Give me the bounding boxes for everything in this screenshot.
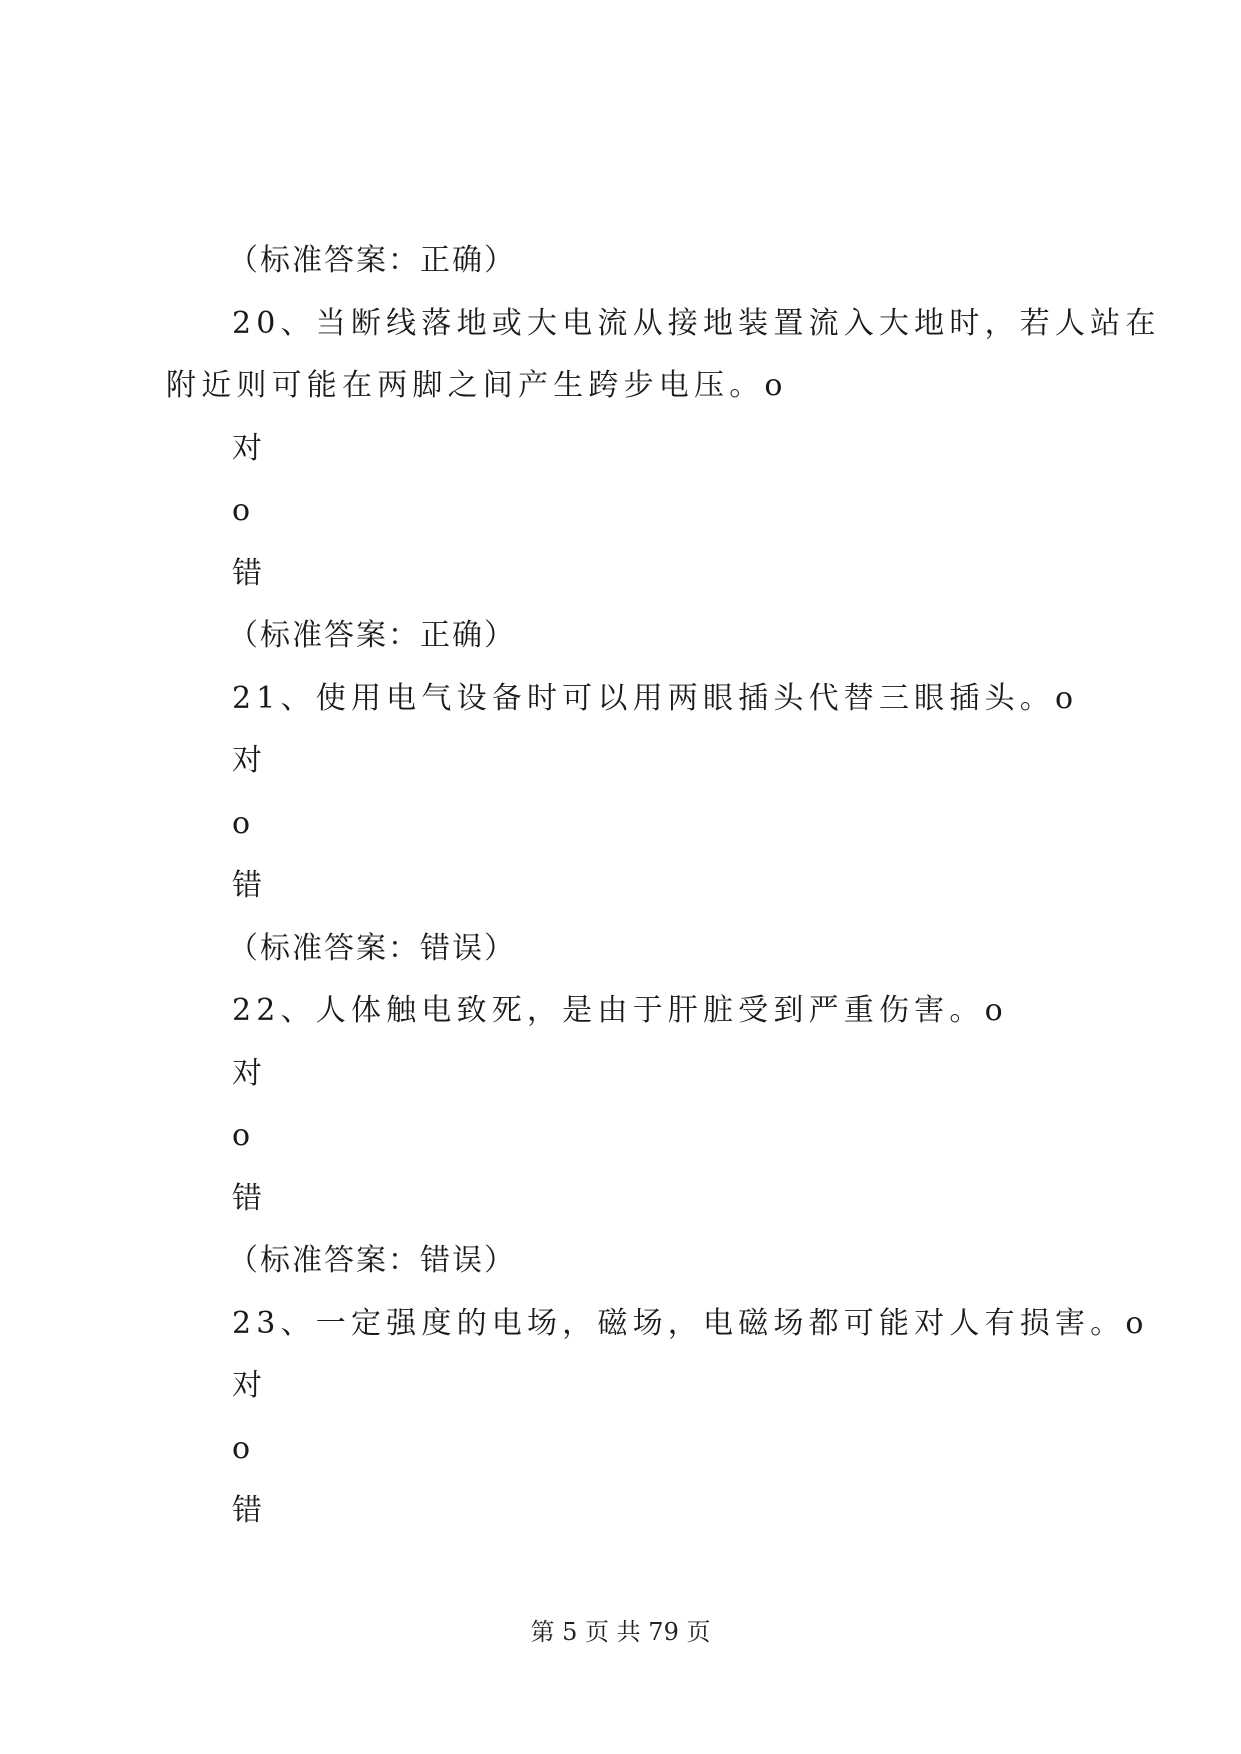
answer-line: （标准答案：错误） bbox=[228, 1243, 516, 1278]
option-false: 错 bbox=[232, 555, 266, 591]
option-marker: o bbox=[232, 805, 255, 841]
option-true: 对 bbox=[232, 430, 266, 466]
option-false: 错 bbox=[232, 868, 266, 903]
page-footer bbox=[0, 1612, 1241, 1647]
option-true: 对 bbox=[232, 1055, 266, 1091]
option-false: 错 bbox=[232, 1180, 266, 1216]
option-marker: o bbox=[232, 493, 255, 528]
option-marker: o bbox=[232, 1430, 255, 1466]
option-true: 对 bbox=[232, 1368, 266, 1403]
answer-line: （标准答案：错误） bbox=[228, 930, 516, 966]
question-text-continued: 附近则可能在两脚之间产生跨步电压。o bbox=[166, 368, 788, 403]
question-text: 22、人体触电致死，是由于肝脏受到严重伤害。o bbox=[232, 993, 1008, 1028]
option-true: 对 bbox=[232, 743, 266, 778]
question-text: 20、当断线落地或大电流从接地装置流入大地时，若人站在 bbox=[232, 305, 1161, 341]
question-text: 21、使用电气设备时可以用两眼插头代替三眼插头。o bbox=[232, 680, 1079, 716]
answer-line: （标准答案：正确） bbox=[228, 243, 516, 278]
option-marker: o bbox=[232, 1118, 255, 1153]
question-text: 23、一定强度的电场，磁场，电磁场都可能对人有损害。o bbox=[232, 1305, 1149, 1341]
answer-line: （标准答案：正确） bbox=[228, 618, 516, 653]
page-number: 第 5 页 共 79 页 bbox=[530, 1618, 711, 1646]
option-false: 错 bbox=[232, 1493, 266, 1528]
document-body bbox=[166, 230, 1161, 1543]
